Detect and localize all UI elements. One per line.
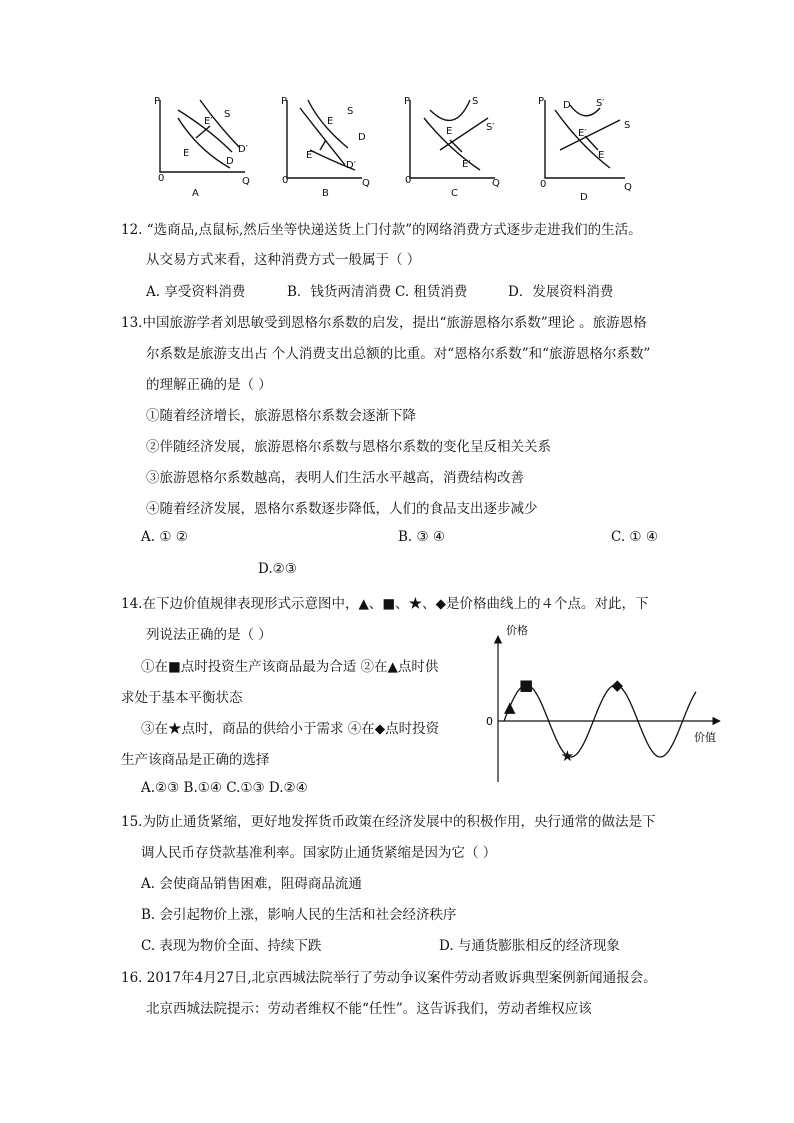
graph-d <box>545 100 625 178</box>
q12-stem-line1: 12. “选商品,点鼠标,然后坐等快递送货上门付款”的网络消费方式逐步走进我们的生活。 <box>121 222 642 238</box>
chart-x-label: 价值 <box>694 731 716 744</box>
square-marker: ■ <box>518 676 534 695</box>
q13-choice-c: C. ① ④ <box>611 529 658 545</box>
supply-demand-graphs <box>0 0 794 205</box>
q13-choice-b: B. ③ ④ <box>398 529 445 545</box>
q15-option-b: B. 会引起物价上涨，影响人民的生活和社会经济秩序 <box>141 907 457 923</box>
q13-stem-line1: 13.中国旅游学者刘思敏受到恩格尔系数的启发，提出“旅游恩格尔系数”理论 。旅游恩格 <box>121 315 647 331</box>
graph-b-label-s: S <box>347 106 354 117</box>
graph-b-label-e: E <box>327 116 334 127</box>
value-law-chart <box>478 618 728 790</box>
graph-c <box>410 100 495 178</box>
graph-c-label-e: E <box>446 126 453 137</box>
q13-stem-line3: 的理解正确的是（ ） <box>146 377 272 393</box>
graph-a-label-e2: E′ <box>204 116 213 127</box>
q15-option-a: A. 会使商品销售困难，阻碍商品流通 <box>141 876 362 892</box>
q13-statement-3: ③旅游恩格尔系数越高，表明人们生活水平越高，消费结构改善 <box>146 470 524 486</box>
graph-b-axis-p: P <box>281 96 288 107</box>
q16-stem-line1: 16. 2017年4月27日,北京西城法院举行了劳动争议案件劳动者败诉典型案例新闻通报会。 <box>121 970 657 986</box>
q13-choice-a: A. ① ② <box>141 529 188 545</box>
graph-b-label-e2: E′ <box>306 150 315 161</box>
graph-a-axis-q: Q <box>242 176 250 187</box>
chart-origin: 0 <box>486 715 493 728</box>
q15-option-c: C. 表现为物价全面、持续下跌 <box>141 938 322 954</box>
graph-c-label-s2: S′ <box>486 122 495 133</box>
q12-option-b: B．钱货两清消费 <box>287 284 392 300</box>
graph-b-axis-q: Q <box>362 178 370 189</box>
graph-c-axis-p: P <box>404 96 411 107</box>
graph-c-caption: C <box>451 188 458 199</box>
q14-options-line2: 求处于基本平衡状态 <box>121 690 243 706</box>
diamond-marker: ◆ <box>611 676 624 695</box>
q13-statement-2: ②伴随经济发展，旅游恩格尔系数与恩格尔系数的变化呈反相关关系 <box>146 439 551 455</box>
graph-d-label-s2: S′ <box>596 98 605 109</box>
graph-a-caption: A <box>192 188 199 199</box>
graph-b-origin: 0 <box>282 175 289 186</box>
graph-a-label-s: S <box>224 109 231 120</box>
graph-c-p-axis <box>410 100 495 178</box>
graph-d-origin: 0 <box>540 179 547 190</box>
graph-d-label-e: E <box>598 150 605 161</box>
graph-b-caption: B <box>322 188 329 199</box>
star-marker: ★ <box>560 746 575 765</box>
q15-stem-line2: 调人民币存贷款基准利率。国家防止通货紧缩是因为它（ ） <box>141 845 497 861</box>
graph-d-axis-p: P <box>538 96 545 107</box>
graph-c-origin: 0 <box>405 175 412 186</box>
q15-option-d: D. 与通货膨胀相反的经济现象 <box>439 938 620 954</box>
q13-statement-4: ④随着经济发展，恩格尔系数逐步降低，人们的食品支出逐步减少 <box>146 501 538 517</box>
q14-choices: A.②③ B.①④ C.①③ D.②④ <box>141 780 308 796</box>
q12-option-d: D．发展资料消费 <box>508 284 614 300</box>
graph-d-axis-q: Q <box>624 182 632 193</box>
graph-d-label-e2: E′ <box>578 128 587 139</box>
q14-options-line3: ③在★点时，商品的供给小于需求 ④在◆点时投资 <box>141 721 440 737</box>
graph-d-label-s: S <box>624 120 631 131</box>
graph-d-label-d: D <box>563 100 571 111</box>
graph-a-axis-p: P <box>154 96 161 107</box>
triangle-marker: ▲ <box>503 697 516 716</box>
q14-stem-line1: 14.在下边价值规律表现形式示意图中，▲、■、★、◆是价格曲线上的４个点。对此，下 <box>121 596 649 612</box>
chart-y-label: 价格 <box>506 624 528 637</box>
graph-a-origin: 0 <box>158 173 165 184</box>
q14-options-line4: 生产该商品是正确的选择 <box>121 752 270 768</box>
q14-stem-line2: 列说法正确的是（ ） <box>146 627 272 643</box>
graph-a-label-e: E <box>183 148 190 159</box>
graph-d-supply-curve <box>560 120 620 150</box>
q13-statement-1: ①随着经济增长，旅游恩格尔系数会逐渐下降 <box>146 408 416 424</box>
graph-c-shift-arrow <box>450 140 462 152</box>
graph-b-label-d2: D′ <box>346 160 356 171</box>
q12-stem-line2: 从交易方式来看，这种消费方式一般属于（ ） <box>146 252 421 268</box>
q12-option-a: A. 享受资料消费 <box>146 284 246 300</box>
graph-d-caption: D <box>580 192 588 203</box>
graph-b-shift-arrow <box>320 140 326 150</box>
graph-a-label-d2: D′ <box>238 144 248 155</box>
graph-c-axis-q: Q <box>492 178 500 189</box>
graph-b-label-d: D <box>358 132 366 143</box>
graph-c-label-s: S <box>472 96 479 107</box>
graph-c-label-e2: E′ <box>462 159 471 170</box>
q16-stem-line2: 北京西城法院提示：劳动者维权不能“任性”。这告诉我们，劳动者维权应该 <box>146 1001 592 1017</box>
q15-stem-line1: 15.为防止通货紧缩，更好地发挥货币政策在经济发展中的积极作用，央行通常的做法是下 <box>121 814 656 830</box>
q12-option-c: C. 租赁消费 <box>395 284 468 300</box>
graph-c-supply-curve <box>430 100 470 120</box>
graph-a-label-d: D <box>226 156 234 167</box>
q13-choice-d: D.②③ <box>258 561 297 577</box>
q14-options-line1: ①在■点时投资生产该商品最为合适 ②在▲点时供 <box>141 659 439 675</box>
q13-stem-line2: 尔系数是旅游支出占 个人消费支出总额的比重。对“恩格尔系数”和“旅游恩格尔系数” <box>146 346 651 362</box>
